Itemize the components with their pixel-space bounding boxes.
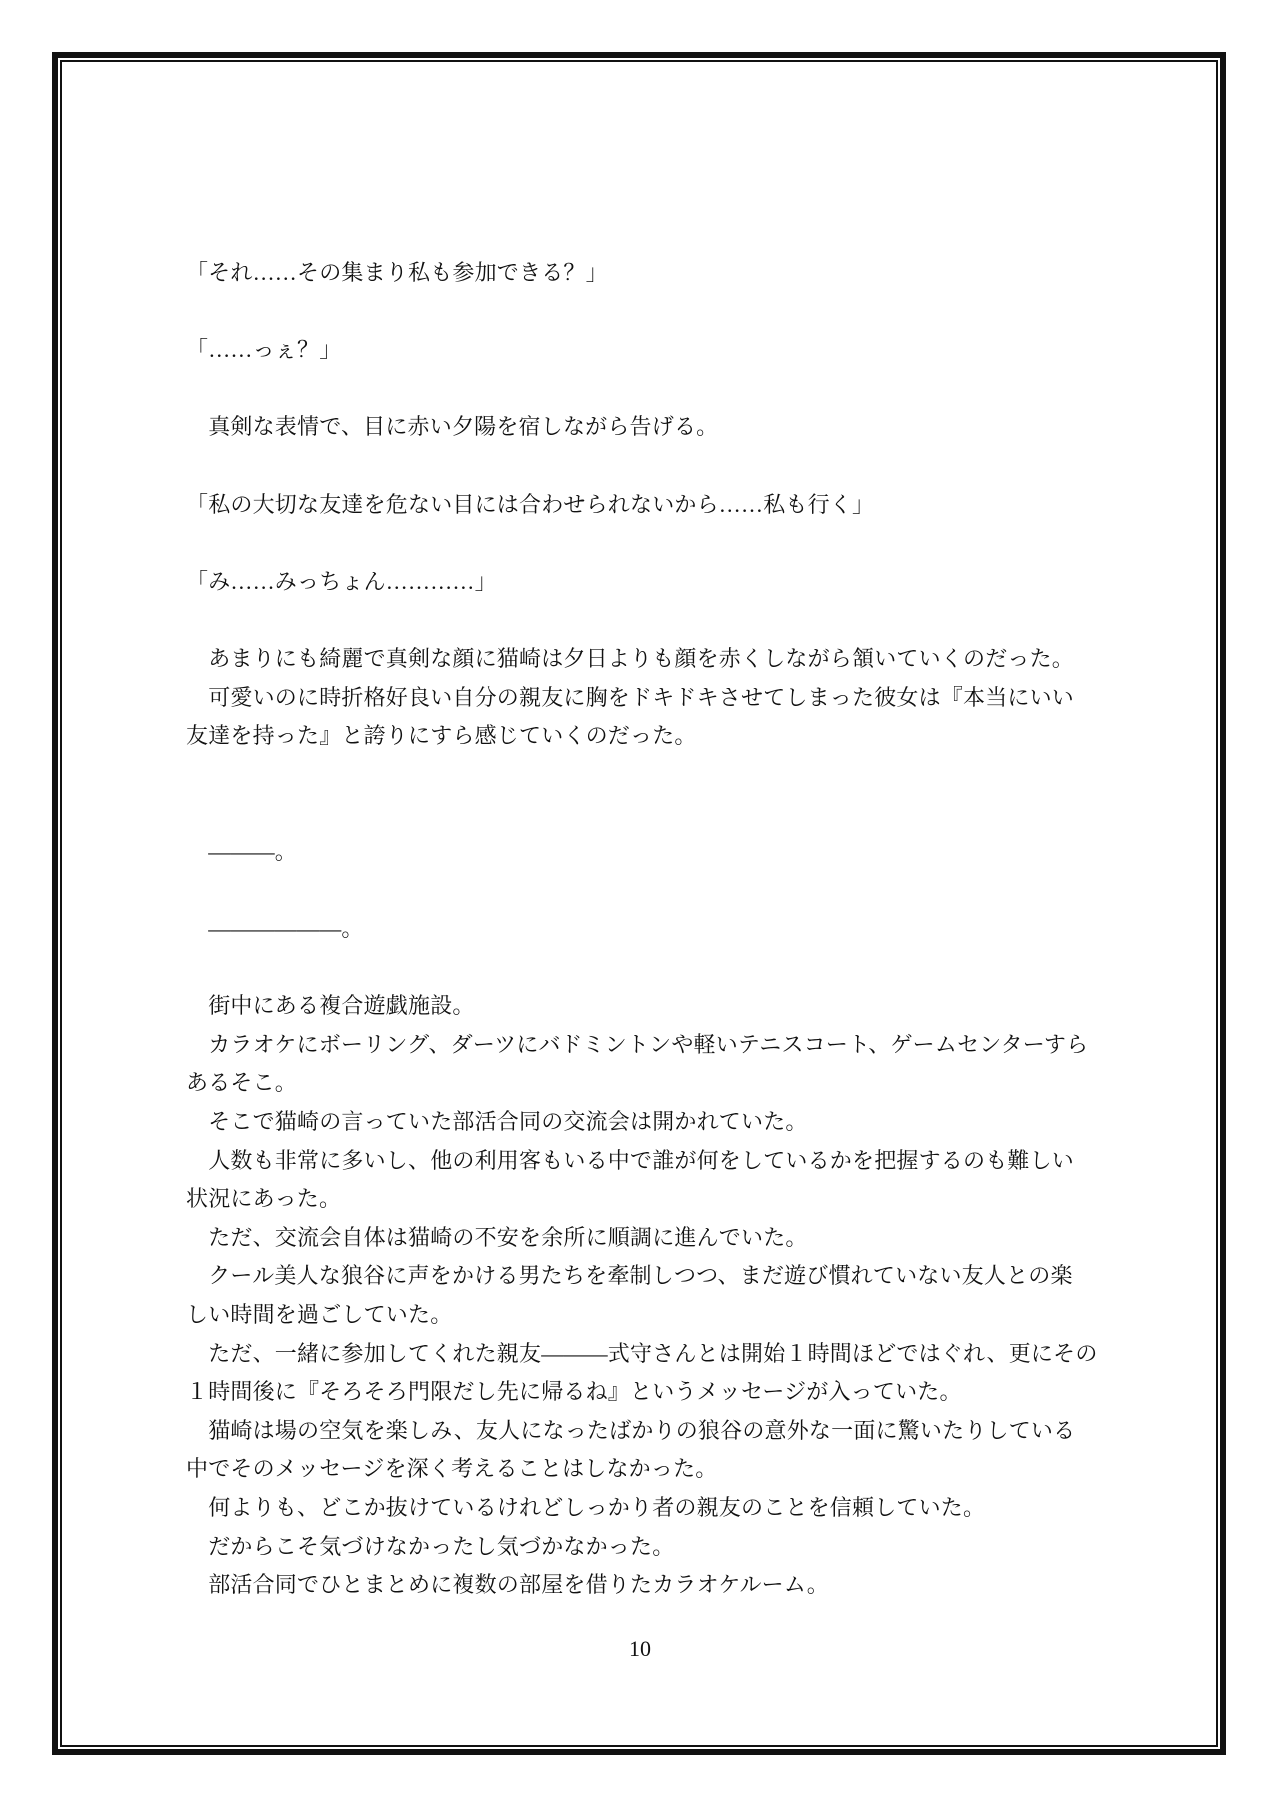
text-line: そこで猫崎の言っていた部活合同の交流会は開かれていた。: [186, 1109, 808, 1135]
text-line: 猫崎は場の空気を楽しみ、友人になったばかりの狼谷の意外な一面に驚いたりしている: [186, 1417, 1076, 1443]
text-line: 中でそのメッセージを深く考えることはしなかった。: [186, 1456, 718, 1482]
blank-line: [186, 293, 1096, 332]
text-line: 部活合同でひとまとめに複数の部屋を借りたカラオケルーム。: [186, 1572, 829, 1598]
blank-line: [186, 524, 1096, 563]
text-line: クール美人な狼谷に声をかける男たちを牽制しつつ、まだ遊び慣れていない友人との楽: [186, 1263, 1073, 1289]
text-line: ただ、交流会自体は猫崎の不安を余所に順調に進んでいた。: [186, 1224, 808, 1250]
blank-line: [186, 872, 1096, 911]
novel-body-text: [186, 254, 1096, 1605]
blank-line: [186, 794, 1096, 833]
blank-line: [186, 756, 1096, 795]
text-line: 状況にあった。: [186, 1186, 342, 1212]
text-line: 何よりも、どこか抜けているけれどしっかり者の親友のことを信頼していた。: [186, 1495, 986, 1520]
text-line: あまりにも綺麗で真剣な顔に猫崎は夕日よりも顔を赤くしながら頷いていくのだった。: [186, 645, 1075, 671]
page-number: 10: [629, 1636, 651, 1661]
blank-line: [186, 370, 1096, 409]
text-line: 人数も非常に多いし、他の利用客もいる中で誰が何をしているかを把握するのも難しい: [186, 1147, 1075, 1173]
text-line: ――――――。: [186, 916, 364, 942]
text-line: カラオケにボーリング、ダーツにバドミントンや軽いテニスコート、ゲームセンターすら: [186, 1031, 1089, 1057]
text-line: しい時間を過ごしていた。: [186, 1302, 453, 1328]
text-line: 「それ……その集まり私も参加できる？」: [186, 260, 608, 285]
text-line: 「み……みっちょん…………」: [186, 568, 497, 594]
blank-line: [186, 949, 1096, 988]
text-line: あるそこ。: [186, 1070, 298, 1096]
blank-line: [186, 447, 1096, 486]
text-line: 街中にある複合遊戯施設。: [186, 993, 475, 1019]
text-line: 「……っぇ？」: [186, 337, 342, 363]
text-line: １時間後に『そろそろ門限だし先に帰るね』というメッセージが入っていた。: [186, 1379, 962, 1405]
text-line: ―――。: [186, 838, 298, 864]
text-line: 可愛いのに時折格好良い自分の親友に胸をドキドキさせてしまった彼女は『本当にいい: [186, 684, 1075, 710]
blank-line: [186, 601, 1096, 640]
text-line: 真剣な表情で、目に赤い夕陽を宿しながら告げる。: [186, 414, 719, 440]
text-line: ただ、一緒に参加してくれた親友―――式守さんとは開始１時間ほどではぐれ、更にその: [186, 1340, 1098, 1366]
text-line: だからこそ気づけなかったし気づかなかった。: [186, 1533, 675, 1559]
text-line: 友達を持った』と誇りにすら感じていくのだった。: [186, 723, 697, 749]
text-line: 「私の大切な友達を危ない目には合わせられないから……私も行く」: [186, 491, 875, 517]
